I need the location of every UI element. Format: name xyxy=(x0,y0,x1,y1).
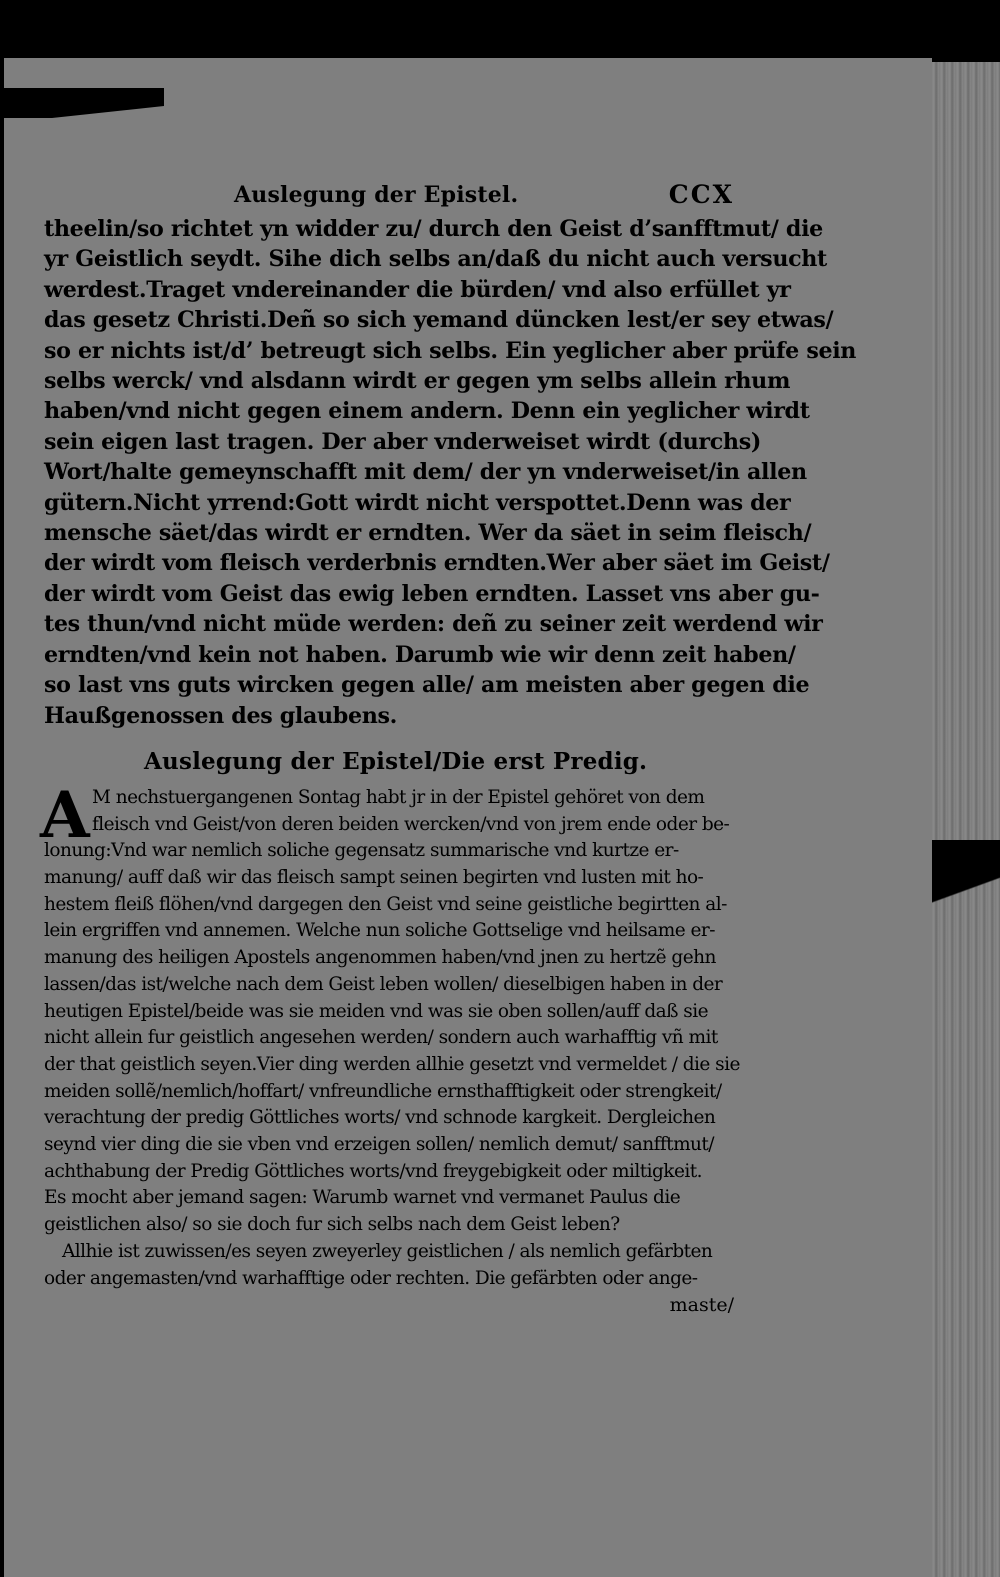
sermon-line: lonung:Vnd war nemlich soliche gegensatz summarische vnd kurtze er- xyxy=(44,840,679,862)
epistle-line: erndten/vnd kein not haben. Darumb wie wir denn zeit haben/ xyxy=(44,641,796,668)
sermon-line: lassen/das ist/welche nach dem Geist leben wollen/ dieselbigen haben in der xyxy=(44,973,723,995)
sermon-line: heutigen Epistel/beide was sie meiden vnd was sie oben sollen/auff daß sie xyxy=(44,1000,708,1022)
drop-initial: A xyxy=(40,777,90,853)
catchword: maste/ xyxy=(669,1294,734,1317)
epistle-line: Haußgenossen des glaubens. xyxy=(44,702,398,729)
epistle-line: theelin/so richtet yn widder zu/ durch den Geist d’sanfftmut/ die xyxy=(44,216,823,242)
sermon-line: achthabung der Predig Göttliches worts/vnd freygebigkeit oder miltigkeit. xyxy=(44,1160,702,1182)
epistle-line: sein eigen last tragen. Der aber vnderweiset wirdt (durchs) xyxy=(44,428,761,455)
epistle-line: Wort/halte gemeynschafft mit dem/ der yn vnderweiset/in allen xyxy=(44,459,807,486)
sermon-line: nicht allein fur geistlich angesehen werden/ sondern auch warhafftig vñ mit xyxy=(44,1027,718,1049)
page-torn-corner xyxy=(4,88,164,118)
epistle-line: tes thun/vnd nicht müde werden: deñ zu seiner zeit werdend wir xyxy=(44,611,823,638)
sermon-text xyxy=(40,777,740,1318)
sermon-line: fleisch vnd Geist/von deren beiden wercken/vnd von jrem ende oder be- xyxy=(92,813,730,835)
sermon-line: M nechstuergangenen Sontag habt jr in der Epistel gehöret von dem xyxy=(92,786,705,808)
epistle-line: so last vns guts wircken gegen alle/ am meisten aber gegen die xyxy=(44,672,810,699)
epistle-line: haben/vnd nicht gegen einem andern. Denn ein yeglicher wirdt xyxy=(44,398,810,425)
sermon-line: der that geistlich seyen.Vier ding werden allhie gesetzt vnd vermeldet / die sie xyxy=(44,1053,740,1075)
running-title: Auslegung der Epistel. xyxy=(234,182,519,208)
epistle-line: der wirdt vom Geist das ewig leben erndten. Lasset vns aber gu- xyxy=(44,580,820,607)
epistle-line: der wirdt vom fleisch verderbnis erndten.Wer aber säet im Geist/ xyxy=(44,550,830,577)
sermon-line: geistlichen also/ so sie doch fur sich selbs nach dem Geist leben? xyxy=(44,1214,620,1236)
sermon-line: manung des heiligen Apostels angenommen haben/vnd jnen zu hertzẽ gehn xyxy=(44,947,716,969)
sermon-line: meiden sollẽ/nemlich/hoffart/ vnfreundliche ernsthafftigkeit oder strengkeit/ xyxy=(44,1080,722,1102)
sermon-line: Allhie ist zuwissen/es seyen zweyerley geistlichen / als nemlich gefärbten xyxy=(62,1240,713,1262)
folio-number: CCX xyxy=(668,180,734,209)
running-head xyxy=(44,178,734,214)
epistle-line: yr Geistlich seydt. Sihe dich selbs an/daß du nicht auch versucht xyxy=(44,246,827,273)
text-block xyxy=(40,178,857,1318)
epistle-line: mensche säet/das wirdt er erndten. Wer da säet in seim fleisch/ xyxy=(44,520,812,547)
sermon-line: oder angemasten/vnd warhafftige oder rechten. Die gefärbten oder ange- xyxy=(44,1267,698,1289)
sermon-line: hestem fleiß flöhen/vnd dargegen den Geist vnd seine geistliche begirtten al- xyxy=(44,893,727,915)
section-heading: Auslegung der Epistel/Die erst Predig. xyxy=(144,747,648,775)
epistle-line: werdest.Traget vndereinander die bürden/ vnd also erfüllet yr xyxy=(44,276,791,303)
sermon-line: verachtung der predig Göttliches worts/ vnd schnode kargkeit. Dergleichen xyxy=(44,1107,716,1129)
sermon-line: manung/ auff daß wir das fleisch sampt seinen begirten vnd lusten mit ho- xyxy=(44,867,704,889)
sermon-line: seynd vier ding die sie vben vnd erzeigen sollen/ nemlich demut/ sanfftmut/ xyxy=(44,1134,714,1156)
sermon-line: lein ergriffen vnd annemen. Welche nun soliche Gottselige vnd heilsame er- xyxy=(44,920,715,942)
epistle-line: gütern.Nicht yrrend:Gott wirdt nicht verspottet.Denn was der xyxy=(44,489,791,516)
epistle-text xyxy=(44,214,857,731)
epistle-line: das gesetz Christi.Deñ so sich yemand düncken lest/er sey etwas/ xyxy=(44,307,834,334)
epistle-line: selbs werck/ vnd alsdann wirdt er gegen ym selbs allein rhum xyxy=(44,368,791,395)
sermon-line: Es mocht aber jemand sagen: Warumb warnet vnd vermanet Paulus die xyxy=(44,1187,681,1209)
epistle-line: so er nichts ist/d’ betreugt sich selbs. Ein yeglicher aber prüfe sein xyxy=(44,337,857,364)
